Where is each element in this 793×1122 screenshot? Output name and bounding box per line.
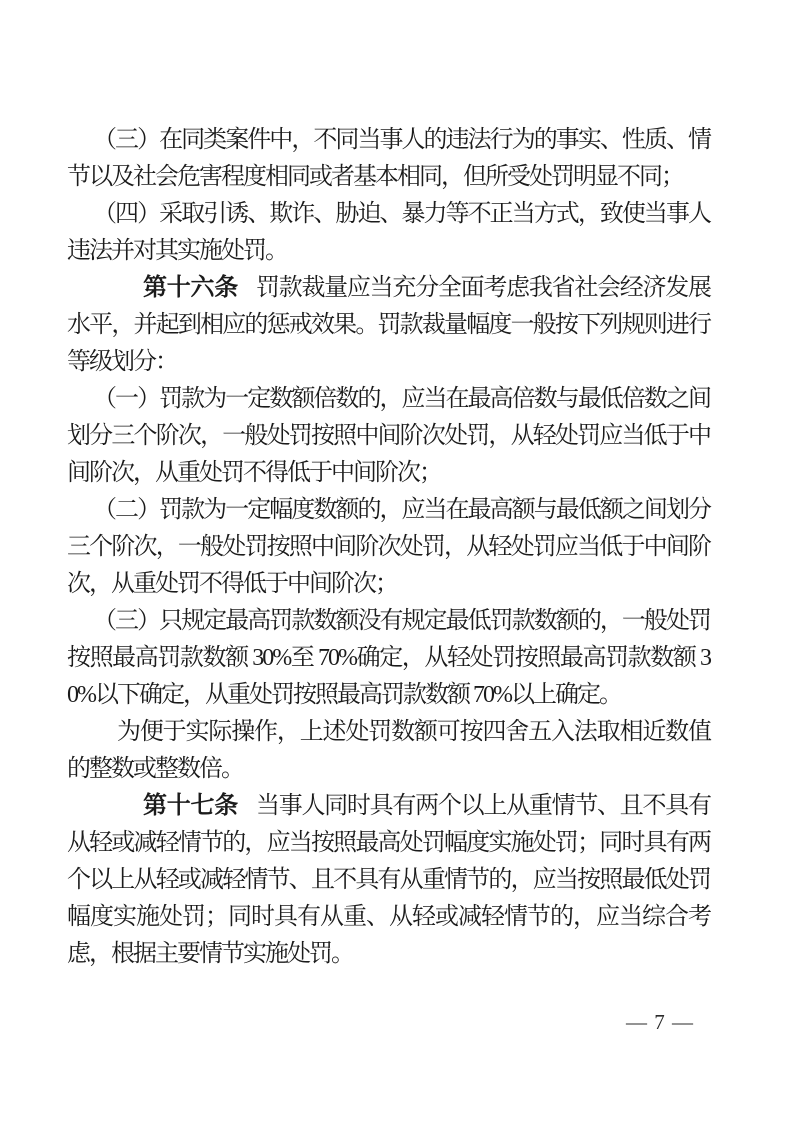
paragraph-text: （三）只规定最高罚款数额没有规定最低罚款数额的，一般处罚按照最高罚款数额 30%至 70%确定，从轻处罚按照最高罚款数额 30%以下确定，从重处罚按照最高罚款数额 70%以上确定。	[67, 608, 710, 708]
paragraph-text: 当事人同时具有两个以上从重情节、且不具有从轻或减轻情节的，应当按照最高处罚幅度实施处罚；同时具有两个以上从轻或减轻情节、且不具有从重情节的，应当按照最低处罚幅度实施处罚；同时具有从重、从轻或减轻情节的，应当综合考虑，根据主要情节实施处罚。	[67, 793, 711, 967]
paragraph-text: 罚款裁量应当充分全面考虑我省社会经济发展水平，并起到相应的惩戒效果。罚款裁量幅度一般按下列规则进行等级划分：	[67, 275, 711, 375]
paragraph-text: 为便于实际操作，上述处罚数额可按四舍五入法取相近数值的整数或整数倍。	[67, 719, 710, 782]
clause-3-paragraph	[67, 122, 710, 196]
page-number: — 7 —	[626, 1010, 694, 1034]
article-16-number: 第十六条	[143, 275, 238, 301]
item-3-paragraph	[67, 603, 710, 714]
clause-4-paragraph	[67, 196, 710, 270]
paragraph-text: （二）罚款为一定幅度数额的，应当在最高额与最低额之间划分三个阶次，一般处罚按照中间阶次处罚，从轻处罚应当低于中间阶次，从重处罚不得低于中间阶次；	[67, 497, 710, 597]
item-1-paragraph	[67, 381, 710, 492]
document-text-block	[67, 122, 710, 973]
article-16-paragraph	[67, 270, 710, 381]
article-17-number: 第十七条	[143, 793, 238, 819]
article-17-paragraph	[67, 788, 710, 973]
rounding-note-paragraph	[67, 714, 710, 788]
item-2-paragraph	[67, 492, 710, 603]
paragraph-text: （一）罚款为一定数额倍数的，应当在最高倍数与最低倍数之间划分三个阶次，一般处罚按照中间阶次处罚，从轻处罚应当低于中间阶次，从重处罚不得低于中间阶次；	[67, 386, 710, 486]
paragraph-text: （四）采取引诱、欺诈、胁迫、暴力等不正当方式，致使当事人违法并对其实施处罚。	[67, 201, 710, 264]
paragraph-text: （三）在同类案件中，不同当事人的违法行为的事实、性质、情节以及社会危害程度相同或者基本相同，但所受处罚明显不同；	[67, 127, 710, 190]
